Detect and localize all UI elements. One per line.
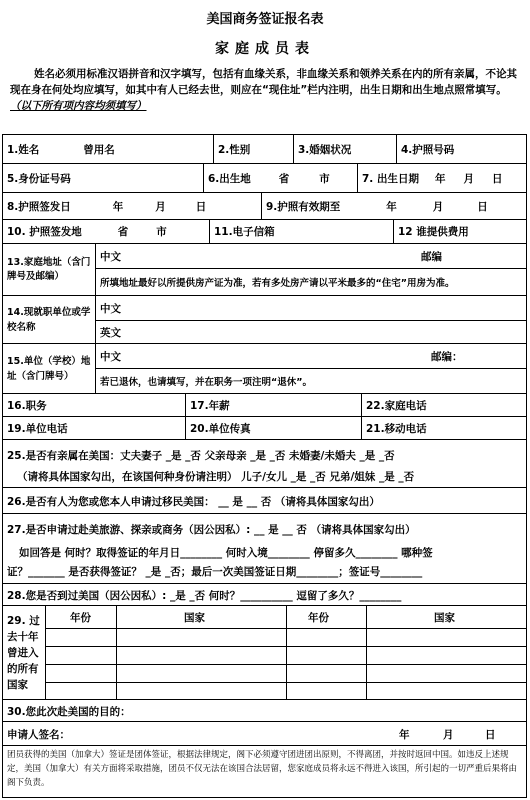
row-passport-dates (3, 193, 526, 220)
work-phone-field[interactable]: 19.单位电话 (7, 422, 68, 435)
birthplace-field[interactable] (203, 164, 357, 192)
expiry-month: 月 (432, 200, 444, 213)
email-field[interactable] (209, 220, 393, 243)
been-to-us-question: 28.您是否到过美国（因公因私）: _是 _否 何时？__________ 逗留了多久？________ (7, 590, 402, 602)
relatives-line-1: 25.是否有亲属在美国：丈夫妻子 _是 _否 父亲母亲 _是 _否 未婚妻/未婚夫 _是 _否 (7, 450, 395, 462)
gender-field[interactable] (213, 135, 293, 163)
intro-paragraph (10, 66, 522, 114)
row-issue-place (3, 220, 526, 244)
name-label: 1.姓名 (7, 143, 40, 156)
birthplace-label: 6.出生地 (208, 172, 251, 185)
payer-field[interactable] (393, 220, 526, 243)
issue-place-city: 市 (156, 226, 167, 238)
id-number-label: 5.身份证号码 (7, 172, 71, 185)
countries-grid[interactable] (45, 606, 527, 699)
divider (46, 682, 527, 683)
home-address-note: 所填地址最好以所提供房产证为准，若有多处房产请以平米最多的“住宅”用房为准。 (100, 278, 455, 289)
col-year-1: 年份 (70, 612, 91, 624)
row-signature[interactable] (3, 722, 526, 746)
home-address-chinese[interactable] (96, 244, 527, 268)
row-employer (3, 296, 526, 344)
birthdate-label: 7. 出生日期 (362, 172, 419, 185)
passport-issue-date-field[interactable] (3, 193, 261, 219)
expiry-year: 年 (386, 200, 397, 213)
home-address-chinese-label: 中文 (100, 250, 121, 263)
home-address-content[interactable] (95, 244, 527, 295)
employer-content[interactable] (95, 296, 527, 343)
divider (46, 646, 527, 647)
visit-line-3: 证？_______ 是否获得签证？ _是 _否；最后一次美国签证日期________；签证号________ (7, 566, 423, 578)
employer-label: 14.现就职单位或学校名称 (7, 306, 91, 333)
immigration-question: 26.是否有人为您或您本人申请过移民美国： __ 是 __ 否 （请将具体国家勾出） (7, 496, 380, 508)
row-name (3, 135, 526, 164)
passport-expiry-label: 9.护照有效期至 (266, 200, 341, 213)
gender-label: 2.性别 (218, 143, 251, 156)
divider (366, 606, 367, 699)
used-name-label: 曾用名 (83, 143, 115, 156)
signature-label: 申请人签名： (7, 729, 70, 741)
passport-number-label: 4.护照号码 (401, 143, 455, 156)
divider (286, 606, 287, 699)
work-address-label: 15.单位（学校）地址（含门牌号） (7, 355, 91, 382)
marital-status-label: 3.婚姻状况 (298, 143, 352, 156)
marital-status-field[interactable] (293, 135, 396, 163)
mobile-field[interactable]: 21.移动电话 (361, 417, 526, 439)
birthdate-year: 年 (434, 172, 446, 185)
signature-year: 年 (399, 729, 410, 741)
visit-line-1: 27.是否申请过赴美旅游、探亲或商务（因公因私）: __ 是 __ 否 （请将具体国家勾出） (7, 524, 416, 536)
employer-english[interactable]: 英文 (100, 326, 121, 339)
birthplace-province: 省 (278, 172, 290, 185)
row-immigration[interactable] (3, 488, 526, 514)
work-address-chinese-label: 中文 (100, 350, 121, 363)
id-number-field[interactable] (3, 164, 203, 192)
work-address-chinese[interactable] (96, 344, 527, 368)
salary-field[interactable]: 17.年薪 (185, 394, 361, 416)
intro-note: （以下所有项内容均须填写） (10, 100, 147, 112)
trip-purpose-label: 30.您此次赴美国的目的： (7, 706, 131, 718)
divider (46, 664, 527, 665)
countries-visited-label: 29. 过去十年曾进入的所有国家 (7, 614, 40, 691)
col-year-2: 年份 (308, 612, 329, 624)
passport-number-field[interactable] (396, 135, 526, 163)
row-home-address (3, 244, 526, 296)
employer-chinese[interactable]: 中文 (100, 302, 121, 315)
issue-day: 日 (195, 200, 207, 213)
birthdate-field[interactable] (357, 164, 526, 192)
birthdate-month: 月 (463, 172, 474, 185)
row-trip-purpose[interactable] (3, 700, 526, 722)
visit-line-2: 如回答是 何时？取得签证的年月日________ 何时入境________ 停留多久________ 哪种签 (19, 547, 433, 559)
home-phone-field[interactable]: 22.家庭电话 (361, 394, 526, 416)
passport-issue-date-label: 8.护照签发日 (7, 200, 71, 213)
family-form-table (2, 134, 527, 798)
row-previous-visits[interactable] (3, 514, 526, 584)
col-country-2: 国家 (434, 612, 455, 624)
issue-place-label: 10. 护照签发地 (7, 226, 82, 238)
issue-year: 年 (112, 200, 124, 213)
form-subtitle: 家庭成员表 (215, 41, 315, 57)
legal-notice: 团员获得的美国（加拿大）签证是团体签证，根据法律规定，阁下必须遵守团进团出原则，不得离团，并按时返回中国。如违反上述规定，美国（加拿大）有关方面将采取措施，团员不仅无法在该国合法居留，您家庭成员将永远不得进入该国，所引起的一切严重后果将由阁下负责。 (7, 750, 518, 788)
birthplace-city: 市 (319, 172, 330, 185)
signature-day: 日 (485, 729, 496, 741)
row-position (3, 394, 526, 417)
payer-label: 12 谁提供费用 (398, 226, 469, 238)
home-address-label: 13.家庭地址（含门牌号及邮编） (7, 256, 91, 282)
work-address-postcode: 邮编： (431, 350, 463, 363)
form-title: 美国商务签证报名表 (206, 12, 324, 27)
relatives-line-2: （请将具体国家勾出，在该国何种身份请注明） 儿子/女儿 _是 _否 兄弟/姐妹 _是 _否 (17, 471, 415, 483)
work-address-note: 若已退休，也请填写，并在职务一项注明“退休”。 (100, 377, 312, 388)
name-field[interactable] (3, 135, 213, 163)
intro-text: 姓名必须用标准汉语拼音和汉字填写，包括有血缘关系，非血缘关系和领养关系在内的所有亲属，不论其现在身在何处均应填写，如其中有人已经去世，则应在“现住址”栏内注明，出生日期和出生地点照常填写。 (10, 68, 517, 96)
issue-month: 月 (155, 200, 166, 213)
passport-expiry-field[interactable] (261, 193, 526, 219)
signature-month: 月 (443, 729, 454, 741)
col-country-1: 国家 (184, 612, 205, 624)
work-fax-field[interactable]: 20.单位传真 (185, 417, 361, 439)
issue-place-province: 省 (117, 226, 129, 238)
position-field[interactable]: 16.职务 (7, 399, 47, 412)
passport-issue-place-field[interactable] (3, 220, 209, 243)
divider (46, 628, 527, 629)
email-label: 11.电子信箱 (214, 226, 275, 238)
work-address-content[interactable] (95, 344, 527, 393)
row-work-address (3, 344, 526, 394)
row-phones (3, 417, 526, 440)
expiry-day: 日 (477, 200, 488, 213)
row-relatives[interactable] (3, 440, 526, 488)
birthdate-day: 日 (491, 172, 503, 185)
row-been-to-us[interactable] (3, 584, 526, 606)
divider (116, 606, 117, 699)
row-id (3, 164, 526, 193)
home-address-postcode: 邮编 (421, 250, 442, 263)
row-countries-visited (3, 606, 526, 700)
